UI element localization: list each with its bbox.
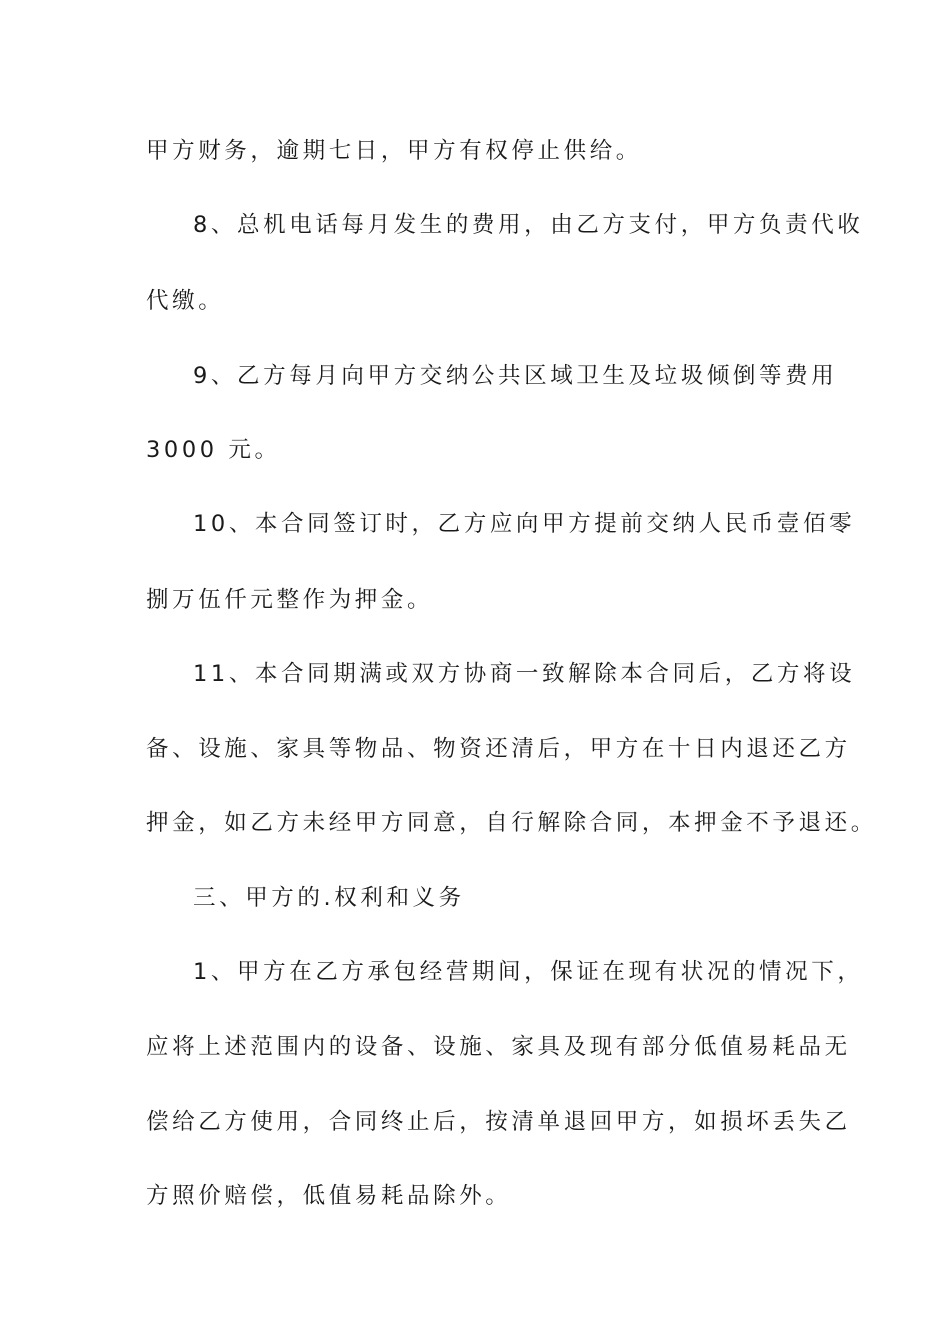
text-line-7: 捌万伍仟元整作为押金。: [146, 587, 434, 613]
text-line-1: 甲方财务，逾期七日，甲方有权停止供给。: [146, 138, 642, 164]
text-line-3: 代缴。: [146, 288, 225, 314]
text-line-6: 10、本合同签订时，乙方应向甲方提前交纳人民币壹佰零: [193, 511, 856, 537]
text-line-8: 11、本合同期满或双方协商一致解除本合同后，乙方将设: [193, 661, 856, 687]
text-line-2: 8、总机电话每月发生的费用，由乙方支付，甲方负责代收: [193, 212, 864, 238]
text-line-13: 应将上述范围内的设备、设施、家具及现有部分低值易耗品无: [146, 1034, 851, 1060]
text-line-9: 备、设施、家具等物品、物资还清后，甲方在十日内退还乙方: [146, 736, 851, 762]
text-line-15: 方照价赔偿，低值易耗品除外。: [146, 1183, 512, 1209]
text-line-5: 3000 元。: [146, 437, 281, 463]
text-line-12: 1、甲方在乙方承包经营期间，保证在现有状况的情况下，: [193, 959, 864, 985]
text-line-4: 9、乙方每月向甲方交纳公共区域卫生及垃圾倾倒等费用: [193, 363, 838, 389]
text-line-10: 押金，如乙方未经甲方同意，自行解除合同，本押金不予退还。: [146, 810, 877, 836]
section-heading: 三、甲方的.权利和义务: [193, 885, 465, 911]
text-line-14: 偿给乙方使用，合同终止后，按清单退回甲方，如损坏丢失乙: [146, 1109, 851, 1135]
